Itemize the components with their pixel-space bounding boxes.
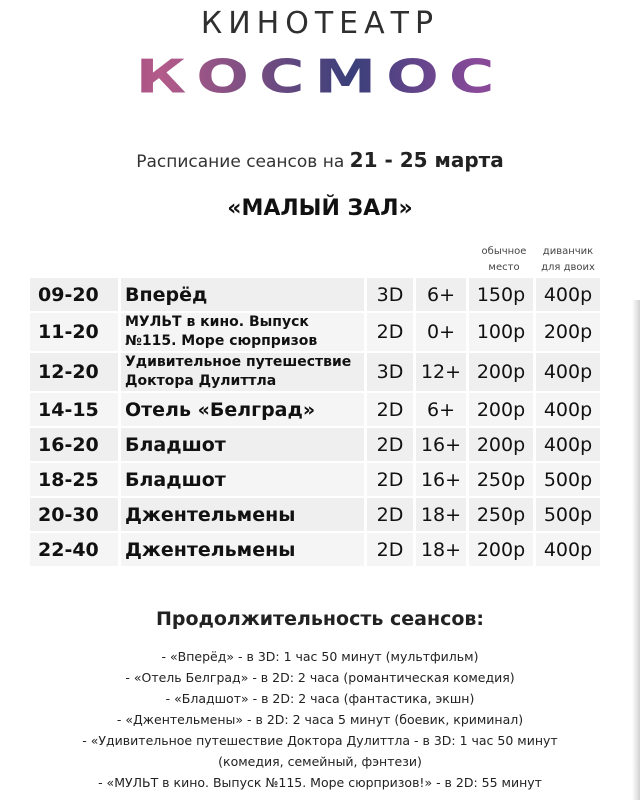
session-title: Бладшот	[118, 428, 364, 461]
session-title: Бладшот	[118, 463, 364, 496]
schedule-table	[30, 276, 600, 568]
session-time: 12-20	[30, 353, 118, 391]
table-row	[30, 353, 600, 391]
list-item: - «Джентельмены» - в 2D: 2 часа 5 минут (боевик, криминал)	[116, 712, 524, 727]
table-row	[30, 498, 600, 531]
price-regular: 250р	[466, 463, 533, 496]
price-regular: 100р	[466, 313, 533, 351]
session-format: 2D	[364, 428, 413, 461]
schedule-subtitle	[0, 148, 640, 172]
table-row	[30, 278, 600, 311]
price-sofa: 400р	[533, 533, 600, 566]
session-format: 3D	[364, 353, 413, 391]
cinema-logo: КОСМОС	[0, 49, 640, 104]
session-age: 16+	[413, 463, 466, 496]
session-title: Вперёд	[118, 278, 364, 311]
session-age: 18+	[413, 498, 466, 531]
list-item: - «Удивительное путешествие Доктора Дулиттла - в 3D: 1 час 50 минут	[82, 733, 558, 748]
price-header-regular: обычное место	[481, 246, 527, 273]
list-item: - «МУЛЬТ в кино. Выпуск №115. Море сюрпризов!» - в 2D: 55 минут	[98, 775, 542, 790]
session-format: 2D	[364, 463, 413, 496]
cinema-label: КИНОТЕАТР	[200, 6, 440, 41]
session-age: 12+	[413, 353, 466, 391]
session-format: 2D	[364, 533, 413, 566]
price-sofa: 500р	[533, 498, 600, 531]
session-format: 2D	[364, 393, 413, 426]
session-title: МУЛЬТ в кино. Выпуск №115. Море сюрпризов	[118, 313, 364, 351]
session-age: 6+	[413, 393, 466, 426]
price-sofa: 200р	[533, 313, 600, 351]
session-time: 20-30	[30, 498, 118, 531]
session-format: 2D	[364, 313, 413, 351]
table-row	[30, 463, 600, 496]
price-sofa: 400р	[533, 353, 600, 391]
price-regular: 200р	[466, 428, 533, 461]
session-age: 0+	[413, 313, 466, 351]
price-sofa: 400р	[533, 428, 600, 461]
price-regular: 200р	[466, 353, 533, 391]
session-time: 09-20	[30, 278, 118, 311]
table-row	[30, 393, 600, 426]
durations-title: Продолжительность сеансов:	[155, 608, 485, 630]
price-regular: 150р	[466, 278, 533, 311]
session-title: Джентельмены	[118, 533, 364, 566]
price-header-sofa: диванчик для двоих	[541, 246, 595, 273]
session-format: 2D	[364, 498, 413, 531]
price-sofa: 500р	[533, 463, 600, 496]
page-edge-shadow	[632, 300, 640, 800]
list-item: - «Вперёд» - в 3D: 1 час 50 минут (мультфильм)	[161, 649, 479, 664]
list-item: - «Бладшот» - в 2D: 2 часа (фантастика, экшн)	[165, 691, 475, 706]
price-regular: 200р	[466, 533, 533, 566]
price-regular: 250р	[466, 498, 533, 531]
session-format: 3D	[364, 278, 413, 311]
session-age: 18+	[413, 533, 466, 566]
subtitle-dates: 21 - 25 марта	[349, 148, 504, 172]
subtitle-prefix: Расписание сеансов на	[136, 152, 350, 172]
table-row	[30, 313, 600, 351]
session-title: Джентельмены	[118, 498, 364, 531]
session-time: 14-15	[30, 393, 118, 426]
session-title: Удивительное путешествие Доктора Дулиттла	[118, 353, 364, 391]
list-item: - «Отель Белград» - в 2D: 2 часа (романтическая комедия)	[125, 670, 515, 685]
hall-title: «МАЛЫЙ ЗАЛ»	[227, 196, 413, 221]
session-time: 11-20	[30, 313, 118, 351]
session-age: 16+	[413, 428, 466, 461]
session-time: 22-40	[30, 533, 118, 566]
session-age: 6+	[413, 278, 466, 311]
table-row	[30, 428, 600, 461]
price-sofa: 400р	[533, 393, 600, 426]
session-time: 16-20	[30, 428, 118, 461]
price-sofa: 400р	[533, 278, 600, 311]
session-title: Отель «Белград»	[118, 393, 364, 426]
table-row	[30, 533, 600, 566]
durations-list	[0, 646, 640, 793]
session-time: 18-25	[30, 463, 118, 496]
list-item: (комедия, семейный, фэнтези)	[218, 754, 422, 769]
price-regular: 200р	[466, 393, 533, 426]
